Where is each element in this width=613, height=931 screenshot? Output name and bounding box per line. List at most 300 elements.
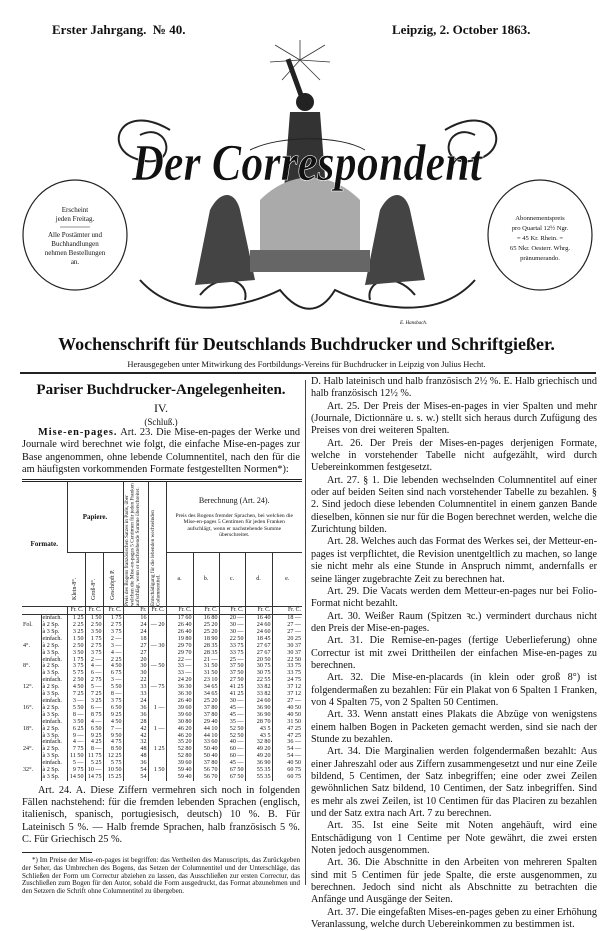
table-cell: 54 — xyxy=(272,753,302,760)
format-label xyxy=(22,733,41,740)
table-row xyxy=(22,657,302,664)
table-cell: 7 25 xyxy=(85,691,103,698)
subcol-d: d. xyxy=(245,553,272,607)
issue-number: № 40. xyxy=(152,22,186,37)
table-cell: 3 75 xyxy=(103,698,123,705)
table-cell: 2 50 xyxy=(85,622,103,629)
table-cell: 44 10 xyxy=(193,733,219,740)
compensation-cell xyxy=(148,760,166,767)
table-cell: 4 25 xyxy=(85,739,103,746)
note-line: Buchhandlungen xyxy=(51,240,99,248)
table-row xyxy=(22,650,302,657)
table-cell: 25 20 xyxy=(193,698,219,705)
table-cell: 18 — xyxy=(272,615,302,622)
table-cell: 36 xyxy=(123,705,148,712)
right-oval-note xyxy=(510,215,571,262)
table-cell: 3 50 xyxy=(67,650,85,657)
table-cell: 3 75 xyxy=(85,650,103,657)
subtitle: Wochenschrift für Deutschlands Buchdrucker und Schriftgießer. xyxy=(58,334,555,354)
paper-label: Geschöpft P. xyxy=(109,569,116,600)
note-line: pränumerando. xyxy=(520,255,560,262)
table-cell: 60 — xyxy=(219,753,245,760)
table-cell: 30 — xyxy=(219,622,245,629)
table-cell: 36 90 xyxy=(245,712,272,719)
table-cell: 33 xyxy=(123,684,148,691)
table-cell: 43 5 xyxy=(245,726,272,733)
table-cell: 41 25 xyxy=(219,691,245,698)
table-cell: 1 50 xyxy=(67,636,85,643)
table-row xyxy=(22,712,302,719)
table-cell: 46 20 xyxy=(166,733,193,740)
table-cell: 24 xyxy=(123,698,148,705)
format-label xyxy=(22,629,41,636)
table-cell: 19 80 xyxy=(166,636,193,643)
compensation-cell: 1 50 xyxy=(148,767,166,774)
table-cell: 27 — xyxy=(272,698,302,705)
table-row xyxy=(22,698,302,705)
table-cell: 21 — xyxy=(193,657,219,664)
table-cell: 35 — xyxy=(219,719,245,726)
compensation-cell xyxy=(148,691,166,698)
table-row xyxy=(22,629,302,636)
table-cell: 49 20 xyxy=(245,753,272,760)
table-cell: 31 50 xyxy=(193,663,219,670)
format-label: 24°. xyxy=(23,746,34,753)
table-cell: 2 75 xyxy=(85,677,103,684)
table-cell: 20 xyxy=(123,657,148,664)
row-kind: à 2 Sp. xyxy=(41,663,67,670)
table-cell: 1 25 xyxy=(67,615,85,622)
table-cell: 32 xyxy=(123,739,148,746)
unit-label: Fr. C. xyxy=(85,607,103,615)
format-label: 8°. xyxy=(23,663,31,670)
table-cell: 5 75 xyxy=(103,760,123,767)
table-cell: 4 — xyxy=(85,663,103,670)
table-cell: 30 xyxy=(123,663,148,670)
table-cell: 37 80 xyxy=(193,760,219,767)
compensation-cell xyxy=(148,615,166,622)
table-cell: 36 xyxy=(123,712,148,719)
article-continued: (Schluß.) xyxy=(144,417,178,427)
masthead-illustration xyxy=(20,40,595,332)
table-cell: 27 50 xyxy=(219,677,245,684)
article-paragraph: Art. 27. § 1. Die lebenden wechselnden Columnentitel auf einer oder auf beiden Seiten sind nach vorstehender Tabelle zu bezahlen. § 2. Sind jedoch diese lebenden Columnentitel in einem ganzen Bande dieselben, können sie nur für die Bogen berechnet werden, welche die Zurichtung bilden. xyxy=(311,474,597,536)
row-kind: einfach. xyxy=(41,657,67,664)
table-cell: 20 — xyxy=(219,615,245,622)
table-cell: 33 — xyxy=(166,663,193,670)
format-label xyxy=(22,698,41,705)
article-paragraph: Art. 34. Die Marginalien werden folgendermaßen bezahlt: Aus einer Jahreszahl oder aus Ziffern zusammengesetzt und nur eine Zeile bildend, 5 Centimen, der Satz inbegriffen; eine oder zwei Zeilen gewöhnlichen Satz bildend, 10 Centimen, der Satz inbegriffen. Sind es mehr als zwei Zeilen, ist 10 Centimen für das Placiren zu bezahlen und der Satz extra nach Art. 7 zu berechnen. xyxy=(311,746,597,820)
article-paragraph: Art. 32. Die Mise-en-placards (in klein oder groß 8°) ist folgendermaßen zu bezahlen: Für ein Plakat von 6 Spalten 1 Franken, von 4 Spalten 75, von 2 Spalten 50 Centimen. xyxy=(311,672,597,708)
table-cell: 33 xyxy=(123,691,148,698)
format-label xyxy=(22,670,41,677)
note-line: pro Quartal 12½ Ngr. xyxy=(511,225,569,232)
format-label xyxy=(22,719,41,726)
table-cell: 2 25 xyxy=(103,657,123,664)
table-cell: 9 75 xyxy=(67,767,85,774)
format-label: Fol. xyxy=(23,622,33,628)
table-cell: 28 35 xyxy=(193,643,219,650)
table-cell: 27 67 xyxy=(245,650,272,657)
header-papiere: Papiere. xyxy=(67,481,123,553)
masthead-title: Der Correspondent xyxy=(131,135,484,192)
left-column xyxy=(22,378,300,895)
table-cell: 40 50 xyxy=(272,705,302,712)
article-paragraph: Art. 29. Die Vacats werden dem Metteur-en-pages nur bei Folio-Format nicht bezahlt. xyxy=(311,585,597,610)
table-cell: 40 50 xyxy=(272,760,302,767)
table-cell: 39 60 xyxy=(166,760,193,767)
note-line: Alle Postämter und xyxy=(47,231,103,239)
table-row xyxy=(22,753,302,760)
table-cell: 33 82 xyxy=(245,684,272,691)
compensation-cell xyxy=(148,698,166,705)
table-cell: 25 — xyxy=(219,657,245,664)
table-cell: 35 20 xyxy=(166,739,193,746)
row-kind: à 3 Sp. xyxy=(41,629,67,636)
table-cell: 3 25 xyxy=(85,698,103,705)
table-cell: 37 12 xyxy=(272,691,302,698)
table-cell: 11 75 xyxy=(85,753,103,760)
table-cell: 7 — xyxy=(103,726,123,733)
table-cell: 60 75 xyxy=(272,767,302,774)
compensation-cell xyxy=(148,657,166,664)
table-cell: 30 xyxy=(123,670,148,677)
price-table-body xyxy=(22,607,302,781)
table-cell: 33 60 xyxy=(193,739,219,746)
compensation-cell: — 75 xyxy=(148,684,166,691)
table-cell: 16 xyxy=(123,615,148,622)
table-cell: 37 80 xyxy=(193,712,219,719)
table-cell: 52 50 xyxy=(219,733,245,740)
table-cell: 28 70 xyxy=(245,719,272,726)
table-cell: 2 — xyxy=(85,657,103,664)
unit-label: Fr. C. xyxy=(245,607,272,615)
compensation-cell xyxy=(148,712,166,719)
table-cell: 24 75 xyxy=(272,677,302,684)
format-label xyxy=(22,753,41,760)
table-cell: 29 70 xyxy=(166,650,193,657)
format-label: 16°. xyxy=(23,704,34,711)
header-compensation-text: Entschädigung für die lebenden wechselnden Columnentitel. xyxy=(150,510,162,607)
table-cell: 42 xyxy=(123,726,148,733)
table-cell: 9 25 xyxy=(85,733,103,740)
table-cell: 30 37 xyxy=(272,650,302,657)
article-paragraph: D. Halb lateinisch und halb französisch 2½ %. E. Halb griechisch und halb französisch 12½ %. xyxy=(311,376,597,400)
note-line: nehmen Bestellungen xyxy=(44,249,106,257)
table-cell: 3 75 xyxy=(67,663,85,670)
table-cell: 33 82 xyxy=(245,691,272,698)
table-cell: 2 75 xyxy=(103,622,123,629)
table-cell: 31 50 xyxy=(272,719,302,726)
header-price xyxy=(123,481,148,607)
unit-label: Fr. C. xyxy=(193,607,219,615)
table-cell: 36 30 xyxy=(166,691,193,698)
table-cell: 59 40 xyxy=(166,767,193,774)
note-line: Abonnementspreis xyxy=(515,215,565,222)
table-cell: 28 xyxy=(123,719,148,726)
table-cell: 4 — xyxy=(85,719,103,726)
table-cell: 30 — xyxy=(219,698,245,705)
table-cell: 43 5 xyxy=(245,733,272,740)
row-kind: à 2 Sp. xyxy=(41,705,67,712)
note-line: Erscheint xyxy=(61,206,89,214)
table-cell: 54 — xyxy=(272,746,302,753)
table-cell: 17 60 xyxy=(166,615,193,622)
price-table xyxy=(22,479,302,781)
torch-rays-icon xyxy=(270,40,330,80)
compensation-cell xyxy=(148,636,166,643)
table-cell: 50 40 xyxy=(193,746,219,753)
table-row xyxy=(22,670,302,677)
article-number: IV. xyxy=(153,401,169,415)
article-paragraph: Art. 26. Der Preis der Mises-en-pages derjenigen Formate, welche in vorstehender Tabelle nicht aufgezählt, wird durch Uebereinkommen festgesetzt. xyxy=(311,437,597,474)
table-cell: 4 50 xyxy=(103,719,123,726)
table-cell: 37 50 xyxy=(219,663,245,670)
row-kind: à 3 Sp. xyxy=(41,712,67,719)
engraver-signature: E. Hansbach. xyxy=(400,321,428,326)
table-cell: 33 75 xyxy=(219,650,245,657)
table-row xyxy=(22,622,302,629)
format-label xyxy=(22,774,41,781)
table-cell: 6 25 xyxy=(67,726,85,733)
header-paper-geschoepft xyxy=(103,553,123,607)
table-cell: 31 50 xyxy=(193,670,219,677)
format-label: 18°. xyxy=(23,725,34,732)
table-cell: 24 60 xyxy=(245,622,272,629)
table-cell: 52 50 xyxy=(219,726,245,733)
article-paragraph: Art. 30. Weißer Raum (Spitzen ꝛc.) vermindert durchaus nicht den Preis der Mise-en-pages. xyxy=(311,610,597,634)
table-cell: 41 25 xyxy=(219,684,245,691)
table-cell: 3 25 xyxy=(67,629,85,636)
subcol-e: e. xyxy=(272,553,302,607)
berechnung-note: Preis des Bogens fremder Sprachen, bei welchen die Mise-en-pages 5 Centimen für jeden Franken aufschlägt, wenn er nachstehende Summe überschreitet. xyxy=(175,513,293,538)
row-kind: à 3 Sp. xyxy=(41,774,67,781)
table-cell: 22 55 xyxy=(245,677,272,684)
table-cell: 5 25 xyxy=(85,760,103,767)
table-cell: 26 40 xyxy=(166,629,193,636)
table-cell: 5 50 xyxy=(67,705,85,712)
table-cell: 30 75 xyxy=(245,663,272,670)
table-cell: 12 25 xyxy=(103,753,123,760)
subcol-b: b. xyxy=(193,553,219,607)
table-cell: 2 50 xyxy=(67,677,85,684)
row-kind: à 3 Sp. xyxy=(41,691,67,698)
table-cell: 5 — xyxy=(85,684,103,691)
table-cell: 27 xyxy=(123,650,148,657)
table-cell: 3 50 xyxy=(67,719,85,726)
article-paragraph: Art. 36. Die Abschnitte in den Arbeiten von mehreren Spalten sind mit 5 Centimen für jede Spalte, die erste ausgenommen, zu berechnen. Jedoch sind nicht als Abschnitte zu betrachten die Anfänge und Ausgänge der Seiten. xyxy=(311,857,597,906)
table-cell: 14 75 xyxy=(85,774,103,781)
table-cell: 1 75 xyxy=(67,657,85,664)
table-cell: 7 75 xyxy=(67,746,85,753)
table-cell: 36 90 xyxy=(245,705,272,712)
table-cell: 6 75 xyxy=(103,670,123,677)
format-label: 12°. xyxy=(23,684,34,691)
subcol-a: a. xyxy=(166,553,193,607)
article-paragraph: Art. 37. Die eingefaßten Mises-en-pages geben zu einer Erhöhung Veranlassung, welche durch Uebereinkommen zu bestimmen ist. xyxy=(311,906,597,931)
table-cell: 8 — xyxy=(85,746,103,753)
table-cell: 30 — xyxy=(219,629,245,636)
table-row xyxy=(22,684,302,691)
table-cell: 4 — xyxy=(67,739,85,746)
berechnung-title: Berechnung (Art. 24). xyxy=(198,496,270,506)
table-cell: 5 — xyxy=(67,760,85,767)
table-cell: 6 — xyxy=(85,670,103,677)
table-cell: 54 xyxy=(123,767,148,774)
compensation-cell xyxy=(148,753,166,760)
compensation-cell xyxy=(148,719,166,726)
table-cell: 11 50 xyxy=(67,753,85,760)
table-cell: 30 37 xyxy=(272,643,302,650)
table-cell: 6 — xyxy=(85,705,103,712)
intro-lead: Mise-en-pages. xyxy=(38,427,118,438)
table-cell: 36 30 xyxy=(166,684,193,691)
table-cell: 22 xyxy=(123,677,148,684)
table-cell: 9 25 xyxy=(103,712,123,719)
table-cell: 1 50 xyxy=(85,615,103,622)
table-cell: 2 — xyxy=(103,636,123,643)
row-kind: à 2 Sp. xyxy=(41,622,67,629)
header-paper-gross xyxy=(85,553,103,607)
format-label xyxy=(22,712,41,719)
table-cell: 45 — xyxy=(219,705,245,712)
table-cell: 56 70 xyxy=(193,774,219,781)
table-row xyxy=(22,615,302,622)
footnote-rule xyxy=(22,852,92,853)
table-cell: 50 40 xyxy=(193,753,219,760)
table-row xyxy=(22,691,302,698)
unit-label: Fr. C. xyxy=(103,607,123,615)
column-divider xyxy=(305,380,306,885)
note-line: 65 Nkr. Oesterr. Whrg. xyxy=(509,245,571,252)
table-cell: 47 25 xyxy=(272,733,302,740)
table-cell: 40 50 xyxy=(272,712,302,719)
table-cell: 67 50 xyxy=(219,774,245,781)
table-cell: 25 20 xyxy=(193,629,219,636)
table-row xyxy=(22,746,302,753)
table-cell: 26 40 xyxy=(166,622,193,629)
table-cell: 6 50 xyxy=(85,726,103,733)
compensation-cell xyxy=(148,670,166,677)
header-compensation xyxy=(148,481,166,607)
compensation-cell xyxy=(148,739,166,746)
intro-text: Art. 23. Die Mise-en-pages der Werke und Journale wird berechnet wie folgt, die einfache Mise-en-pages zur Base angenommen, ohne lebende Columnentitel, nach den für die am häufigsten vorkommenden Formate festgestellten Normen*): xyxy=(22,427,300,475)
header-price-text: Preis des Bogens französischen Satzes in Paris, über welchen die Mise-en-pages 5 Centimen für jeden Franken aufschlägt, wenn er nachstehende Summe überschreitet. xyxy=(123,483,141,607)
compensation-cell: — 30 xyxy=(148,643,166,650)
table-cell: 10 — xyxy=(85,767,103,774)
row-kind: à 3 Sp. xyxy=(41,670,67,677)
table-cell: 48 xyxy=(123,753,148,760)
byline: Herausgegeben unter Mitwirkung des Fortbildungs-Vereins für Buchdrucker in Leipzig von Julius Hecht. xyxy=(127,359,486,369)
table-row xyxy=(22,760,302,767)
unit-label: Fr. C. xyxy=(166,607,193,615)
format-label xyxy=(22,760,41,767)
row-kind: einfach. xyxy=(41,698,67,705)
table-cell: 33 75 xyxy=(219,643,245,650)
table-cell: 33 75 xyxy=(272,670,302,677)
paper-label: Groß-8°. xyxy=(90,578,97,600)
table-row xyxy=(22,636,302,643)
row-kind: einfach. xyxy=(41,760,67,767)
header-paper-klein xyxy=(67,553,85,607)
table-cell: 9 50 xyxy=(103,733,123,740)
header-berechnung xyxy=(166,481,302,553)
table-cell: 36 — xyxy=(272,739,302,746)
table-row xyxy=(22,663,302,670)
table-cell: 33 — xyxy=(166,670,193,677)
table-cell: 30 80 xyxy=(166,719,193,726)
unit-label: Fr. C. xyxy=(148,607,166,615)
table-cell: 22 50 xyxy=(272,657,302,664)
row-kind: à 3 Sp. xyxy=(41,753,67,760)
row-kind: à 2 Sp. xyxy=(41,767,67,774)
table-cell: 67 50 xyxy=(219,767,245,774)
compensation-cell: 1 — xyxy=(148,705,166,712)
table-cell: 2 25 xyxy=(67,622,85,629)
table-cell: 8 — xyxy=(103,691,123,698)
table-cell: 16 40 xyxy=(245,615,272,622)
table-cell: 27 — xyxy=(272,622,302,629)
row-kind: einfach. xyxy=(41,615,67,622)
row-kind: à 3 Sp. xyxy=(41,733,67,740)
subcol-c: c. xyxy=(219,553,245,607)
row-kind: à 2 Sp. xyxy=(41,726,67,733)
table-cell: 3 75 xyxy=(103,629,123,636)
table-cell: 22 50 xyxy=(219,636,245,643)
unit-label: Fr. xyxy=(123,607,148,615)
compensation-cell: 1 25 xyxy=(148,746,166,753)
table-cell: 23 10 xyxy=(193,677,219,684)
table-cell: 4 — xyxy=(103,650,123,657)
format-label xyxy=(22,691,41,698)
table-cell: 55 35 xyxy=(245,767,272,774)
article-paragraph: Art. 25. Der Preis der Mises-en-pages in vier Spalten und mehr (Journale, Dictionnäre u. s. w.) stellt sich heraus durch Zufügung des Preises von drei weiteren Spalten. xyxy=(311,400,597,437)
table-cell: 29 70 xyxy=(166,643,193,650)
compensation-cell: — 50 xyxy=(148,663,166,670)
table-cell: 20 50 xyxy=(245,657,272,664)
table-cell: 8 50 xyxy=(103,746,123,753)
table-cell: 30 75 xyxy=(245,670,272,677)
table-cell: 32 80 xyxy=(245,739,272,746)
compensation-cell xyxy=(148,733,166,740)
table-cell: 18 45 xyxy=(245,636,272,643)
table-cell: 39 60 xyxy=(166,712,193,719)
table-cell: 22 — xyxy=(166,657,193,664)
unit-spacer xyxy=(22,607,67,615)
format-label: 32°. xyxy=(23,767,34,774)
table-cell: 46 20 xyxy=(166,726,193,733)
footnote: *) Im Preise der Mise-en-pages ist begriffen: das Vertheilen des Manuscripts, das Zurückgeben der Seher, das Umbrechen des Bogens, das Setzen der Columnentitel und der Unterschläge, das Schließen der Form um Correctur abziehen zu lassen, das Ausschließen zur ersten Correctur, das Zuschließen zum Bogen für den Autor, sobald die Form ausgedruckt, das Format abzunehmen und den Setzern die Schrift ohne Columnentitel zu übergeben. xyxy=(22,856,300,895)
article-title: Pariser Buchdrucker-Angelegenheiten. xyxy=(36,382,286,398)
table-cell: 8 — xyxy=(67,712,85,719)
table-cell: 5 75 xyxy=(67,670,85,677)
note-line: jeden Freitag. xyxy=(55,215,95,223)
table-cell: 14 50 xyxy=(67,774,85,781)
table-cell: 40 — xyxy=(219,739,245,746)
table-cell: 24 60 xyxy=(245,698,272,705)
unit-label: Fr. C. xyxy=(272,607,302,615)
table-cell: 1 75 xyxy=(85,636,103,643)
row-kind: einfach. xyxy=(41,719,67,726)
table-cell: 60 — xyxy=(219,746,245,753)
table-cell: 5 50 xyxy=(103,684,123,691)
table-cell: 6 50 xyxy=(103,705,123,712)
intro-paragraph xyxy=(22,427,300,476)
volume: Erster Jahrgang. xyxy=(52,22,147,37)
table-cell: 49 20 xyxy=(245,746,272,753)
table-row xyxy=(22,739,302,746)
table-cell: 24 xyxy=(123,629,148,636)
